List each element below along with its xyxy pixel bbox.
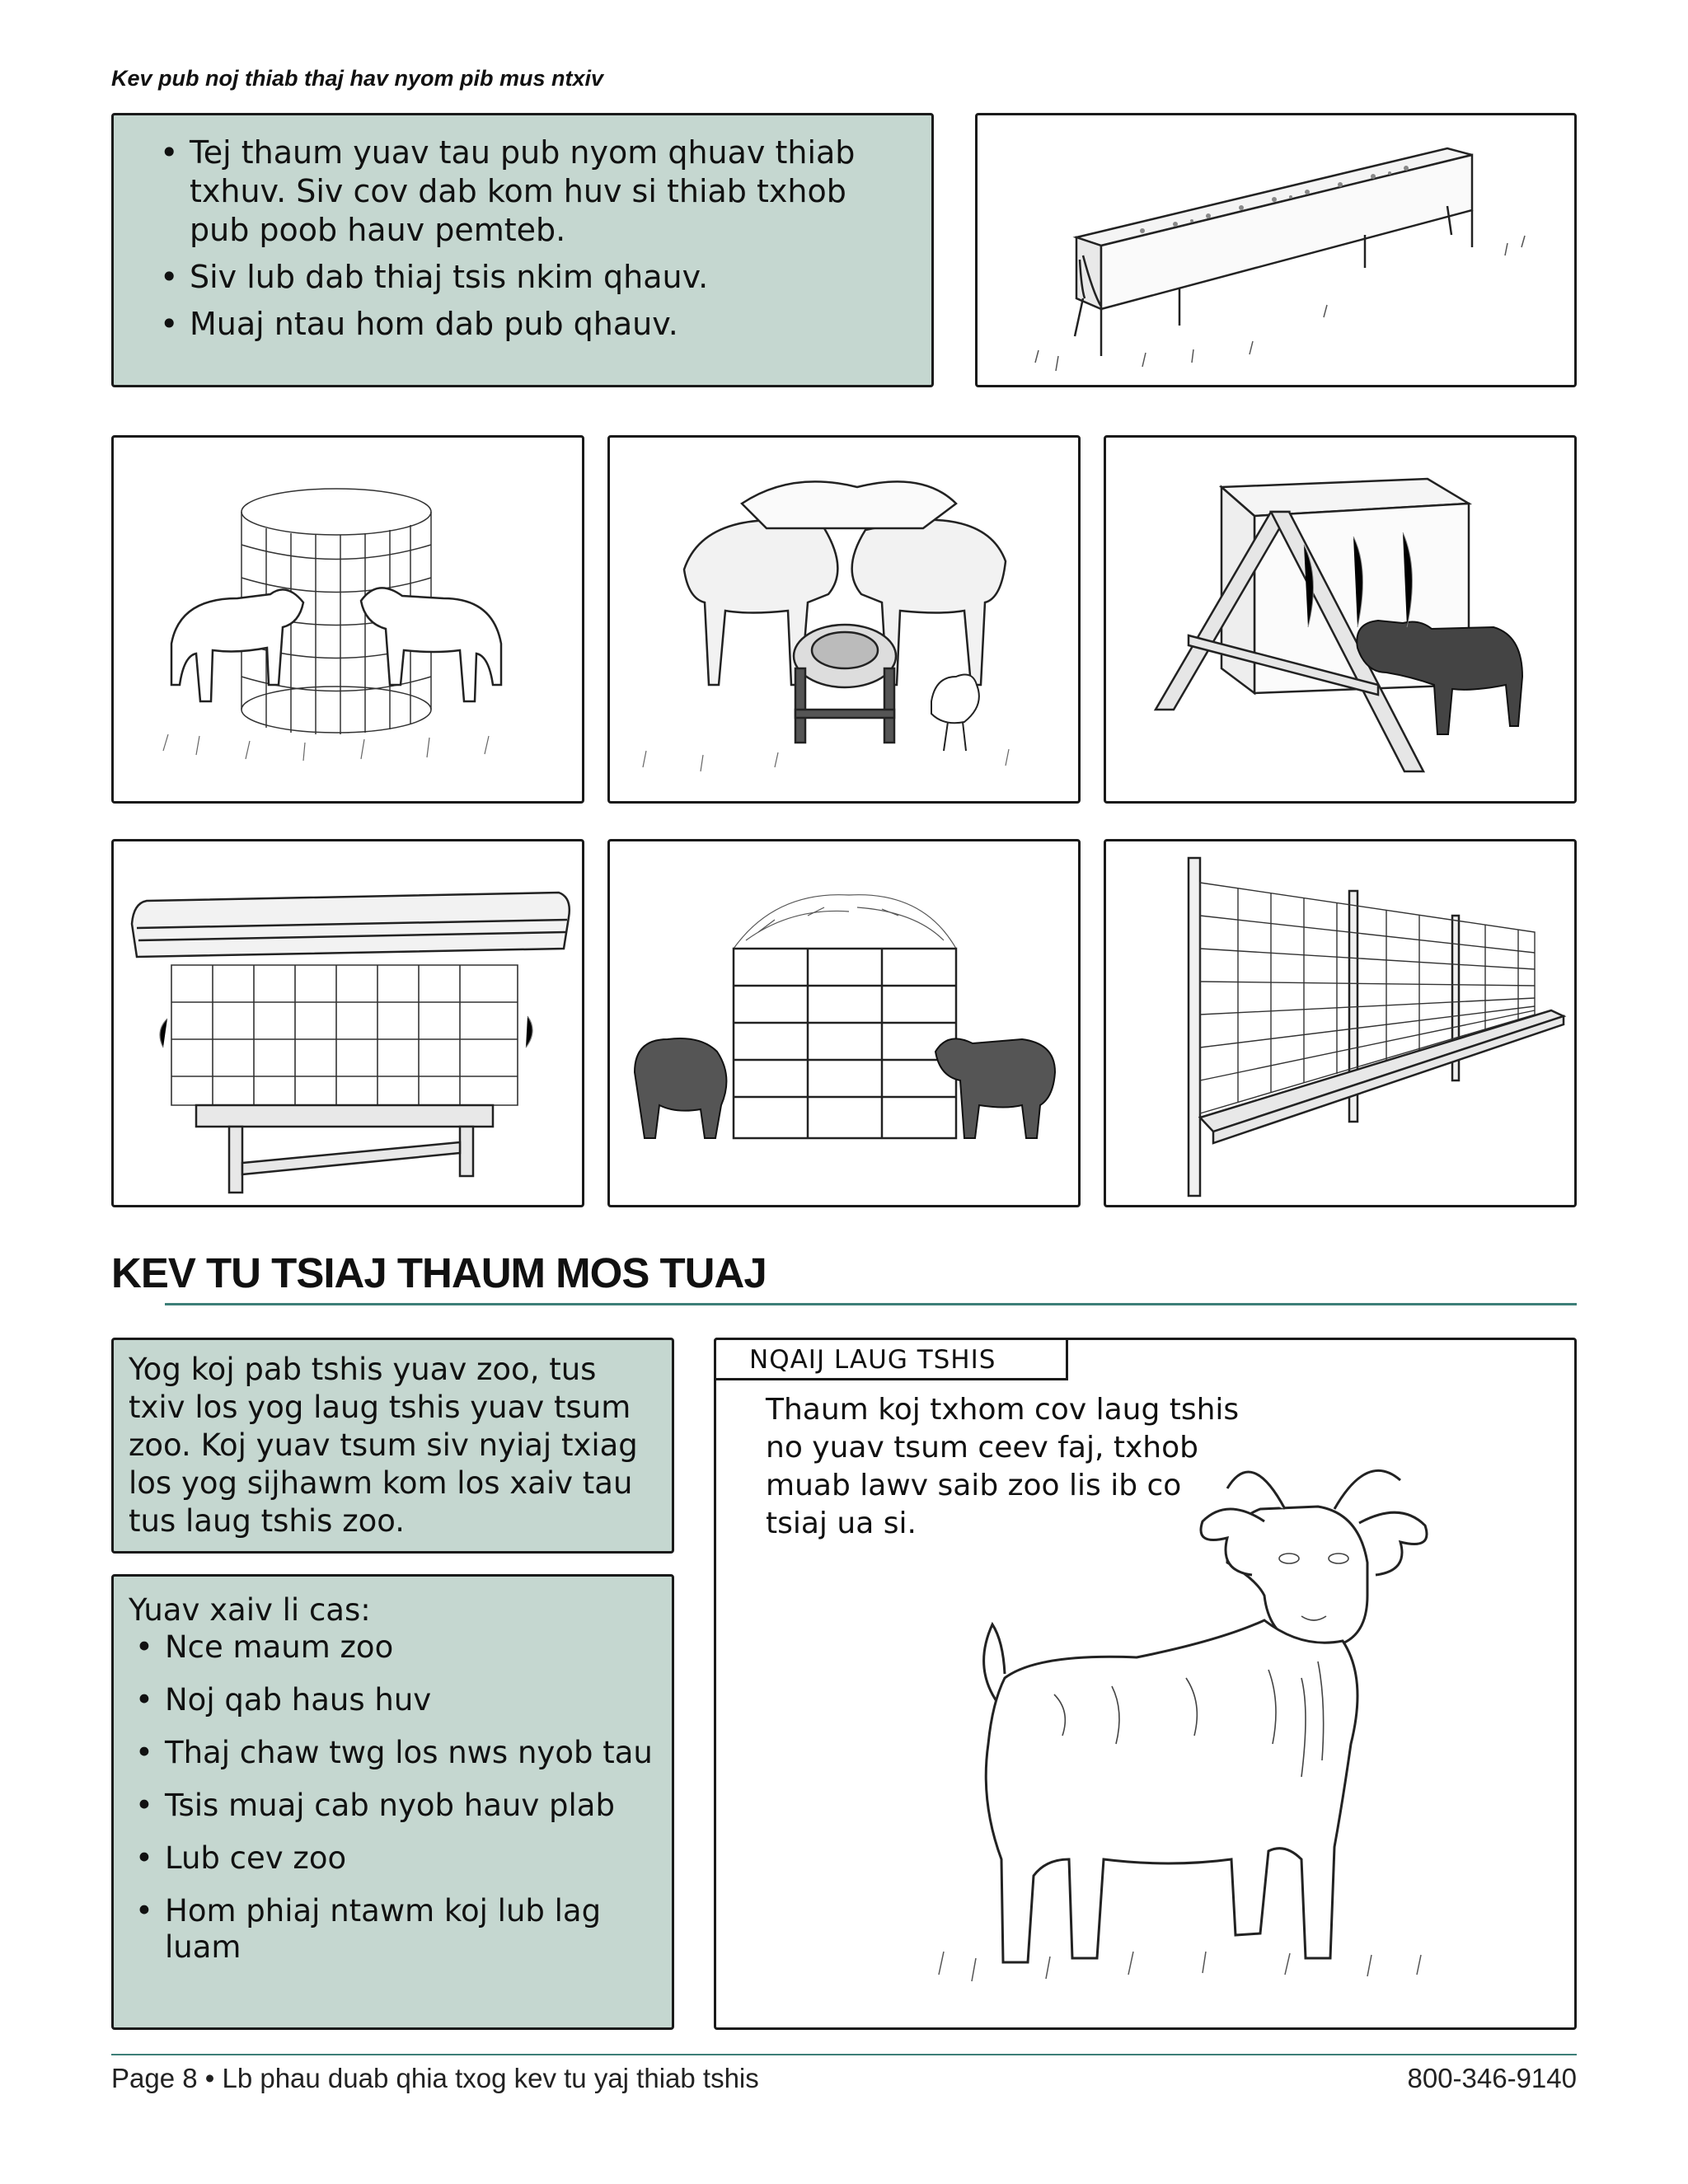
- covered-hay-rack-illustration-icon: [114, 841, 582, 1205]
- selection-item: • Thaj chaw twg los nws nyob tau: [129, 1735, 657, 1771]
- breeding-intro-text: Yog koj pab tshis yuav zoo, tus txiv los yog laug tshis yuav tsum zoo. Koj yuav tsum siv nyiaj txiag los yog sijhawm kom los xaiv tau tus laug tshis zoo.: [129, 1352, 638, 1539]
- feeding-tip: • Tej thaum yuav tau pub nyom qhuav thiab txhuv. Siv cov dab kom huv si thiab txhob pub poob hauv pemteb.: [153, 134, 898, 250]
- feeding-tips-box: [111, 113, 934, 387]
- footer-rule: [111, 2054, 1577, 2055]
- selection-list: [129, 1629, 657, 1966]
- buck-goat-illustration-icon: [840, 1431, 1516, 2024]
- selection-heading: Yuav xaiv li cas:: [129, 1592, 371, 1628]
- hay-pen-feeder-illustration-icon: [610, 841, 1078, 1205]
- fence-line-feeder-panel: [1104, 839, 1577, 1207]
- buck-caption: Thaum koj txhom cov laug tshis no yuav tsum ceev faj, txhob muab lawv saib zoo lis ib co tsiaj ua si.: [766, 1393, 1240, 1540]
- section-title: KEV TU TSIAJ THAUM MOS TUAJ: [111, 1249, 767, 1296]
- selection-item: • Lub cev zoo: [129, 1840, 657, 1877]
- section-title-underline: [165, 1303, 1577, 1305]
- selection-item: • Nce maum zoo: [129, 1629, 657, 1666]
- footer-page-info: Page 8 • Lb phau duab qhia txog kev tu yaj thiab tshis: [111, 2063, 759, 2093]
- page-header: Kev pub noj thiab thaj hav nyom pib mus ntxiv: [111, 66, 604, 91]
- selection-criteria-box: [111, 1574, 674, 2030]
- feeding-tip: • Siv lub dab thiaj tsis nkim qhauv.: [153, 258, 898, 297]
- feeding-tips-list: [153, 134, 898, 344]
- buck-panel-tab: [714, 1338, 1068, 1380]
- a-frame-feeder-panel: [1104, 435, 1577, 804]
- buck-panel-tab-label: NQAIJ LAUG TSHIS: [749, 1345, 996, 1375]
- selection-item: • Tsis muaj cab nyob hauv plab: [129, 1788, 657, 1824]
- buck-panel: [714, 1338, 1577, 2030]
- trough-illustration-icon: [978, 115, 1574, 385]
- trough-panel: [975, 113, 1577, 387]
- selection-item: • Noj qab haus huv: [129, 1682, 657, 1718]
- hay-pen-feeder-panel: [607, 839, 1081, 1207]
- goats-feeder-illustration-icon: [610, 438, 1078, 801]
- wire-hay-ring-panel: [111, 435, 584, 804]
- a-frame-feeder-illustration-icon: [1106, 438, 1574, 801]
- wire-hay-ring-illustration-icon: [114, 438, 582, 801]
- feeding-tip: • Muaj ntau hom dab pub qhauv.: [153, 305, 898, 344]
- breeding-intro-box: [111, 1338, 674, 1554]
- covered-hay-rack-panel: [111, 839, 584, 1207]
- fence-line-feeder-illustration-icon: [1106, 841, 1574, 1205]
- goats-at-round-feeder-panel: [607, 435, 1081, 804]
- footer-phone: 800-346-9140: [1407, 2063, 1577, 2093]
- selection-item: • Hom phiaj ntawm koj lub lag luam: [129, 1893, 657, 1966]
